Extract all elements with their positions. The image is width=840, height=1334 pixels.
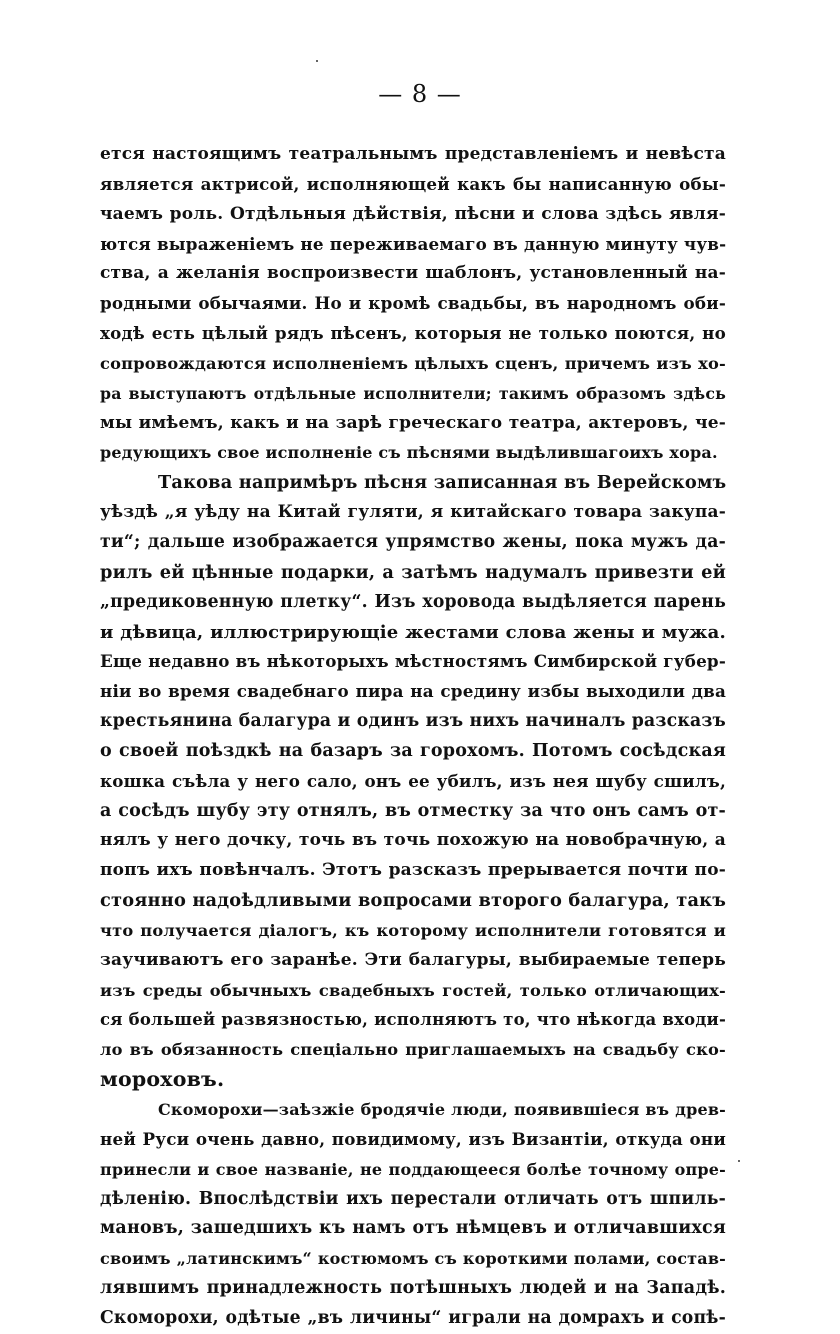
text-line: ло въ обязанность спеціально приглашаемыхъ на свадьбу ско- [100,1040,726,1060]
text-line: Скоморохи, одѣтые „въ личины“ играли на домрахъ и сопѣ- [100,1307,726,1328]
text-line: стоянно надоѣдливыми вопросами второго балагура, такъ [100,890,726,912]
text-line: дѣленію. Впослѣдствіи ихъ перестали отличать отъ шпиль- [100,1188,726,1209]
text-line: о своей поѣздкѣ на базаръ за горохомъ. Потомъ сосѣдская [100,740,726,761]
page-number: — 8 — [378,80,462,108]
text-line: является актрисой, исполняющей какъ бы написанную обы- [100,173,726,194]
text-line: ства, а желанія воспроизвести шаблонъ, установленный на- [100,263,726,284]
text-line: ти“; дальше изображается упрямство жены, пока мужъ да- [100,531,726,552]
text-line: рилъ ей цѣнные подарки, а затѣмъ надумалъ привезти ей [100,561,726,583]
print-speck [738,1160,740,1162]
text-line: ра выступаютъ отдѣльные исполнители; такимъ образомъ здѣсь [100,383,726,403]
text-line: редующихъ свое исполненіе съ пѣснями выдѣлившагоихъ хора. [100,443,718,463]
text-line: лявшимъ принадлежность потѣшныхъ людей и на Западѣ. [100,1278,726,1299]
text-line: Скоморохи—заѣзжіе бродячіе люди, появившіеся въ древ- [158,1100,726,1119]
text-line: сопровождаются исполненіемъ цѣлыхъ сценъ, причемъ изъ хо- [100,353,726,373]
print-speck [316,60,318,62]
text-line: ся большей развязностью, исполняютъ то, что нѣкогда входи- [100,1010,726,1030]
text-line: Такова напримѣръ пѣсня записанная въ Верейскомъ [158,472,726,494]
text-line: мановъ, зашедшихъ къ намъ отъ нѣмцевъ и отличавшихся [100,1218,726,1239]
text-line: уѣздѣ „я уѣду на Китай гуляти, я китайскаго товара закупа- [100,502,726,523]
text-line: ходѣ есть цѣлый рядъ пѣсенъ, которыя не только поются, но [100,323,726,344]
text-line: ется настоящимъ театральнымъ представленіемъ и невѣста [100,144,726,164]
text-line: изъ среды обычныхъ свадебныхъ гостей, только отличающих- [100,980,726,1000]
text-line: мороховъ. [100,1067,225,1092]
text-line: родными обычаями. Но и кромѣ свадьбы, въ народномъ оби- [100,293,726,314]
text-line: а сосѣдъ шубу эту отнялъ, въ отместку за что онъ самъ от- [100,800,726,821]
body-text [100,140,726,1334]
text-line: ются выраженіемъ не переживаемаго въ данную минуту чув- [100,233,726,254]
text-line: крестьянина балагура и одинъ изъ нихъ начиналъ разсказъ [100,711,726,732]
text-line: и дѣвица, иллюстрирующіе жестами слова жены и мужа. [100,621,726,643]
text-line: ніи во время свадебнаго пира на средину избы выходили два [100,681,726,702]
text-line: своимъ „латинскимъ“ костюмомъ съ короткими полами, состав- [100,1249,726,1269]
text-line: Еще недавно въ нѣкоторыхъ мѣстностямъ Симбирской губер- [100,651,726,672]
text-line: кошка съѣла у него сало, онъ ее убилъ, изъ нея шубу сшилъ, [100,770,726,791]
text-line: мы имѣемъ, какъ и на зарѣ греческаго театра, актеровъ, че- [100,412,726,433]
text-line: „предиковенную плетку“. Изъ хоровода выдѣляется парень [100,591,726,612]
text-line: принесли и свое названіе, не поддающееся болѣе точному опре- [100,1159,726,1179]
text-line: что получается діалогъ, къ которому исполнители готовятся и [100,920,726,940]
text-line: заучиваютъ его заранѣе. Эти балагуры, выбираемые теперь [100,949,726,970]
text-line: нялъ у него дочку, точь въ точь похожую на новобрачную, а [100,830,726,851]
text-line: попъ ихъ повѣнчалъ. Этотъ разсказъ прерывается почти по- [100,860,726,881]
text-line: ней Руси очень давно, повидимому, изъ Византіи, откуда они [100,1128,726,1149]
text-line: чаемъ роль. Отдѣльныя дѣйствія, пѣсни и слова здѣсь явля- [100,203,726,224]
